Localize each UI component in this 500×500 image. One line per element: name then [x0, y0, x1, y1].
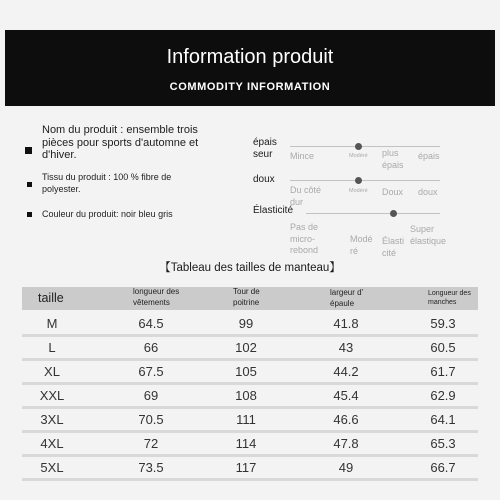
table-cell: 66.7 [430, 460, 456, 475]
table-cell: 46.6 [333, 412, 359, 427]
scale-option-text: micro- [290, 233, 315, 244]
product-name-line: d'hiver. [42, 149, 77, 161]
column-header-shoulder [330, 288, 363, 309]
table-cell: 117 [235, 460, 257, 475]
column-header-size [38, 291, 64, 306]
table-cell: 43 [338, 340, 354, 355]
column-header-sleeve [428, 290, 471, 307]
table-cell: 67.5 [138, 364, 164, 379]
table-cell-size: 4XL [40, 436, 64, 451]
column-header-length [133, 287, 179, 308]
column-header-text: Tour de [233, 287, 260, 296]
scale-option-text: plus [382, 148, 399, 158]
scale-option-text: épais [382, 159, 404, 170]
table-cell: 69 [143, 388, 159, 403]
scale-option-text: épais [418, 151, 440, 161]
scale-option-text: Modéré [349, 188, 368, 194]
table-row [22, 409, 478, 433]
scale-option [418, 187, 438, 199]
info-banner [5, 30, 495, 106]
table-row [22, 313, 478, 337]
column-header-text: longueur des [133, 287, 180, 296]
scale-option [290, 151, 314, 163]
table-cell: 72 [143, 436, 159, 451]
scale-option-text: ré [350, 245, 359, 256]
size-table-header [22, 287, 478, 310]
attribute-label-line: doux [253, 174, 275, 185]
table-cell: 105 [235, 364, 257, 379]
scale-option [290, 185, 321, 208]
column-header-text: épaule [330, 298, 355, 308]
table-cell: 102 [235, 340, 257, 355]
table-cell-size: L [48, 340, 56, 355]
product-fabric-line: polyester. [42, 184, 81, 194]
table-cell: 59.3 [430, 316, 456, 331]
table-row [22, 337, 478, 361]
table-cell: 64.5 [138, 316, 164, 331]
product-name-line: Nom du produit : ensemble trois [42, 124, 198, 136]
scale-option-text: Du côté [290, 185, 322, 195]
attribute-label [253, 137, 277, 161]
product-fabric-line: Tissu du produit : 100 % fibre de [42, 172, 172, 182]
table-row [22, 361, 478, 385]
scale-option-text: Mince [290, 151, 315, 161]
scale-option-text: rebond [290, 245, 319, 255]
table-cell: 61.7 [430, 364, 456, 379]
bullet-icon [25, 147, 32, 154]
scale-track [290, 146, 440, 147]
table-cell-size: XL [44, 364, 60, 379]
scale-option [349, 187, 368, 195]
table-cell-size: 3XL [40, 412, 64, 427]
table-cell: 41.8 [333, 316, 359, 331]
scale-indicator [390, 210, 397, 217]
table-cell: 70.5 [138, 412, 164, 427]
table-cell: 111 [236, 412, 256, 427]
size-table-title: 【Tableau des tailles de manteau】 [159, 262, 341, 274]
column-header-text: poitrine [233, 297, 260, 307]
table-cell-size: 5XL [40, 460, 64, 475]
scale-option-text: Super [410, 224, 435, 234]
scale-option [382, 148, 404, 171]
product-color-line: Couleur du produit: noir bleu gris [42, 209, 173, 219]
table-cell: 64.1 [430, 412, 456, 427]
column-header-text: taille [38, 291, 64, 305]
table-cell: 65.3 [430, 436, 456, 451]
scale-option-text: Élasti [382, 236, 405, 246]
attribute-label-line: Élasticité [253, 205, 294, 216]
table-cell: 108 [235, 388, 257, 403]
bullet-icon [27, 212, 32, 217]
table-cell: 62.9 [430, 388, 456, 403]
column-header-text: manches [428, 298, 457, 306]
table-row [22, 385, 478, 409]
scale-option [418, 151, 440, 163]
attribute-label [253, 205, 293, 217]
table-cell: 47.8 [333, 436, 359, 451]
product-name-line: pièces pour sports d'automne et [42, 136, 199, 149]
table-cell-size: XXL [39, 388, 65, 403]
table-cell: 60.5 [430, 340, 456, 355]
attribute-label [253, 174, 275, 186]
product-color [42, 208, 173, 220]
scale-option [349, 152, 368, 160]
bullet-icon [27, 182, 32, 187]
table-cell-size: M [46, 316, 58, 331]
scale-option [382, 187, 403, 199]
attribute-label-line: seur [253, 149, 273, 160]
product-name [42, 124, 198, 162]
table-row [22, 433, 478, 457]
banner-subtitle: COMMODITY INFORMATION [169, 81, 331, 93]
attribute-label-line: épais [253, 137, 277, 148]
scale-option-text: cité [382, 247, 397, 258]
scale-indicator [355, 143, 362, 150]
scale-indicator [355, 177, 362, 184]
scale-option [382, 236, 404, 259]
size-table [22, 313, 478, 481]
banner-title: Information produit [166, 46, 334, 68]
scale-option-text: dur [290, 196, 304, 207]
table-cell: 49 [338, 460, 354, 475]
column-header-chest [233, 287, 260, 308]
table-cell: 73.5 [138, 460, 164, 475]
scale-option-text: Pas de [290, 222, 319, 232]
scale-track [290, 180, 440, 181]
table-cell: 99 [238, 316, 254, 331]
column-header-text: largeur d' [330, 288, 364, 297]
scale-option [410, 224, 446, 247]
table-cell: 66 [143, 340, 159, 355]
scale-option [350, 234, 373, 257]
column-header-text: Longueur des [428, 290, 471, 297]
scale-option-text: Modéré [349, 153, 368, 159]
scale-option [290, 222, 318, 257]
scale-track [306, 213, 440, 214]
table-cell: 114 [235, 436, 257, 451]
table-row [22, 457, 478, 481]
table-cell: 45.4 [333, 388, 359, 403]
scale-option-text: Modé [350, 234, 373, 244]
product-fabric [42, 171, 171, 195]
table-cell: 44.2 [333, 364, 359, 379]
scale-option-text: Doux [382, 187, 404, 197]
column-header-text: vêtements [133, 297, 170, 307]
scale-option-text: doux [418, 187, 438, 197]
scale-option-text: élastique [410, 235, 447, 246]
